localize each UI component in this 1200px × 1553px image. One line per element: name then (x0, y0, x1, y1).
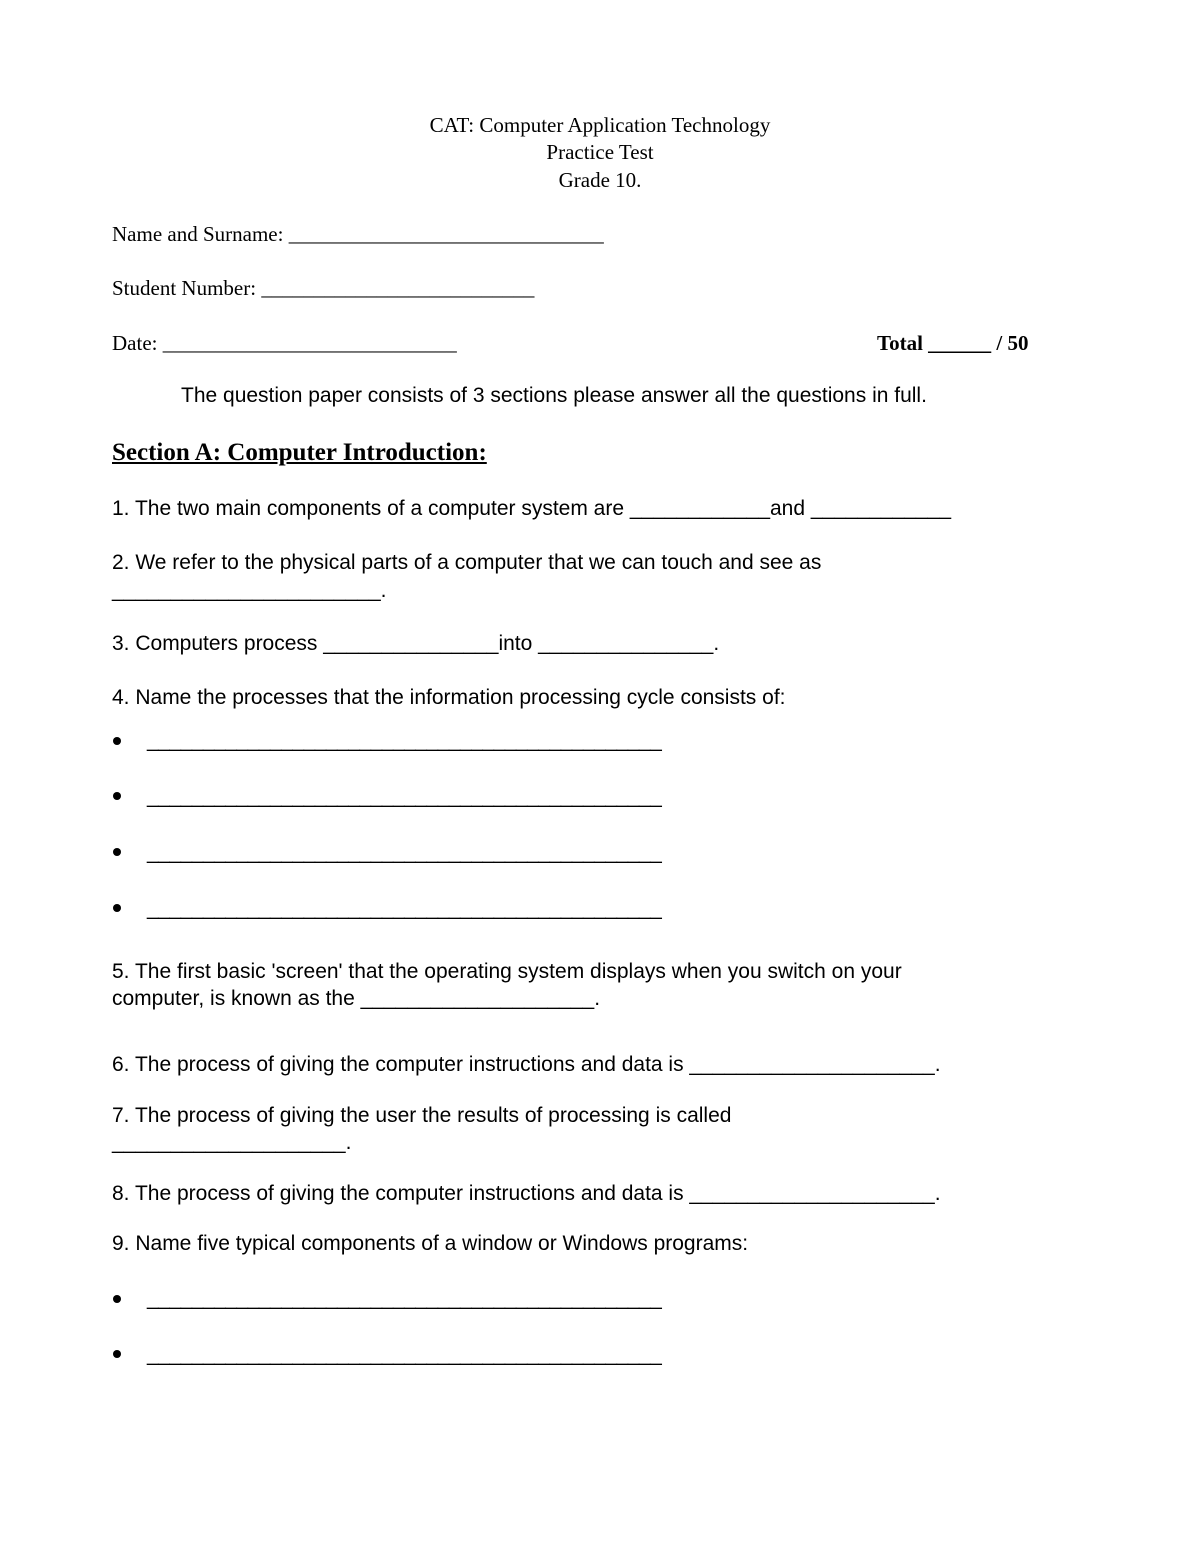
date-field: Date: ____________________________ (112, 331, 457, 355)
total-label: Total (877, 331, 923, 355)
section-a-heading: Section A: Computer Introduction: (112, 439, 487, 466)
question-3: 3. Computers process _______________into _______________. (112, 632, 720, 655)
question-2-line-2: _______________________. (112, 579, 387, 602)
q4-answer-line-1: ______________________________________________ (147, 729, 662, 752)
question-8: 8. The process of giving the computer instructions and data is _____________________. (112, 1182, 941, 1205)
question-7-line-1: 7. The process of giving the user the results of processing is called (112, 1104, 732, 1127)
bullet-icon (113, 792, 121, 800)
question-1: 1. The two main components of a computer system are ____________and ____________ (112, 497, 952, 520)
bullet-icon (113, 904, 121, 912)
question-6: 6. The process of giving the computer instructions and data is _____________________. (112, 1053, 941, 1076)
instructions-text: The question paper consists of 3 sections please answer all the questions in full. (181, 384, 927, 407)
question-4: 4. Name the processes that the information processing cycle consists of: (112, 686, 786, 709)
question-2-line-1: 2. We refer to the physical parts of a computer that we can touch and see as (112, 551, 822, 574)
total-field (877, 330, 1029, 356)
question-5-line-2: computer, is known as the ____________________. (112, 987, 601, 1010)
document-subtitle: Practice Test (546, 140, 654, 164)
name-field: Name and Surname: ______________________________ (112, 222, 604, 246)
question-5-line-1: 5. The first basic 'screen' that the operating system displays when you switch on your (112, 960, 902, 983)
bullet-icon (113, 848, 121, 856)
q4-answer-line-3: ______________________________________________ (147, 841, 662, 864)
question-9: 9. Name five typical components of a window or Windows programs: (112, 1232, 749, 1255)
q9-answer-line-1: ______________________________________________ (147, 1287, 662, 1310)
q9-answer-line-2: ______________________________________________ (147, 1343, 662, 1366)
total-blank: ______ / 50 (922, 331, 1029, 355)
question-7-line-2: ____________________. (112, 1131, 352, 1154)
student-number-field: Student Number: __________________________ (112, 276, 535, 300)
bullet-icon (113, 737, 121, 745)
bullet-icon (113, 1350, 121, 1358)
document-title: CAT: Computer Application Technology (429, 113, 771, 137)
document-grade: Grade 10. (558, 168, 642, 192)
q4-answer-line-2: ______________________________________________ (147, 785, 662, 808)
bullet-icon (113, 1295, 121, 1303)
q4-answer-line-4: ______________________________________________ (147, 897, 662, 920)
